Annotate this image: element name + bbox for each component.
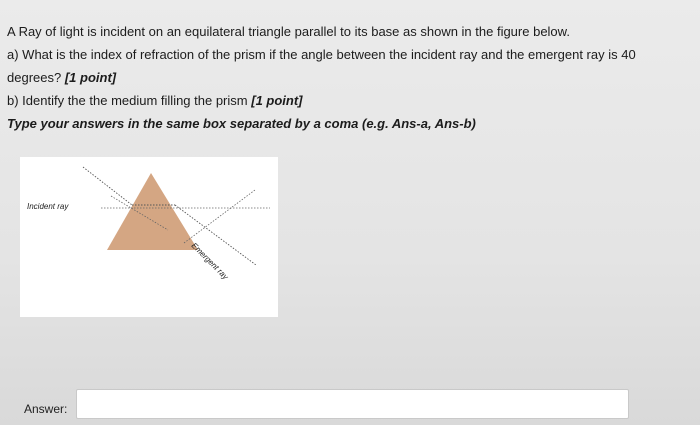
part-a-points: [1 point] <box>64 70 117 85</box>
incident-ray <box>83 167 132 205</box>
answer-label: Answer: <box>24 402 68 416</box>
question-part-a-line2 <box>7 66 697 89</box>
prism-figure <box>20 157 278 317</box>
incident-ray-label: Incident ray <box>27 202 69 211</box>
prism-diagram <box>20 157 278 317</box>
part-b-points: [1 point] <box>251 93 303 108</box>
question-part-a-line1: a) What is the index of refraction of the prism if the angle between the incident ray and the emergent ray is 40 <box>7 47 636 62</box>
question-part-b-text: b) Identify the the medium filling the prism <box>7 93 248 108</box>
answer-input[interactable] <box>76 389 629 419</box>
question-part-b <box>7 89 697 112</box>
question-intro: A Ray of light is incident on an equilateral triangle parallel to its base as shown in the figure below. <box>7 24 570 39</box>
question-part-a-text: degrees? <box>7 70 62 85</box>
normal-line-right <box>184 190 255 243</box>
prism-triangle <box>107 173 198 250</box>
question-text-block <box>7 20 697 135</box>
emergent-ray-label: Emergent ray <box>189 241 230 282</box>
answer-instruction: Type your answers in the same box separated by a coma (e.g. Ans-a, Ans-b) <box>7 116 476 131</box>
